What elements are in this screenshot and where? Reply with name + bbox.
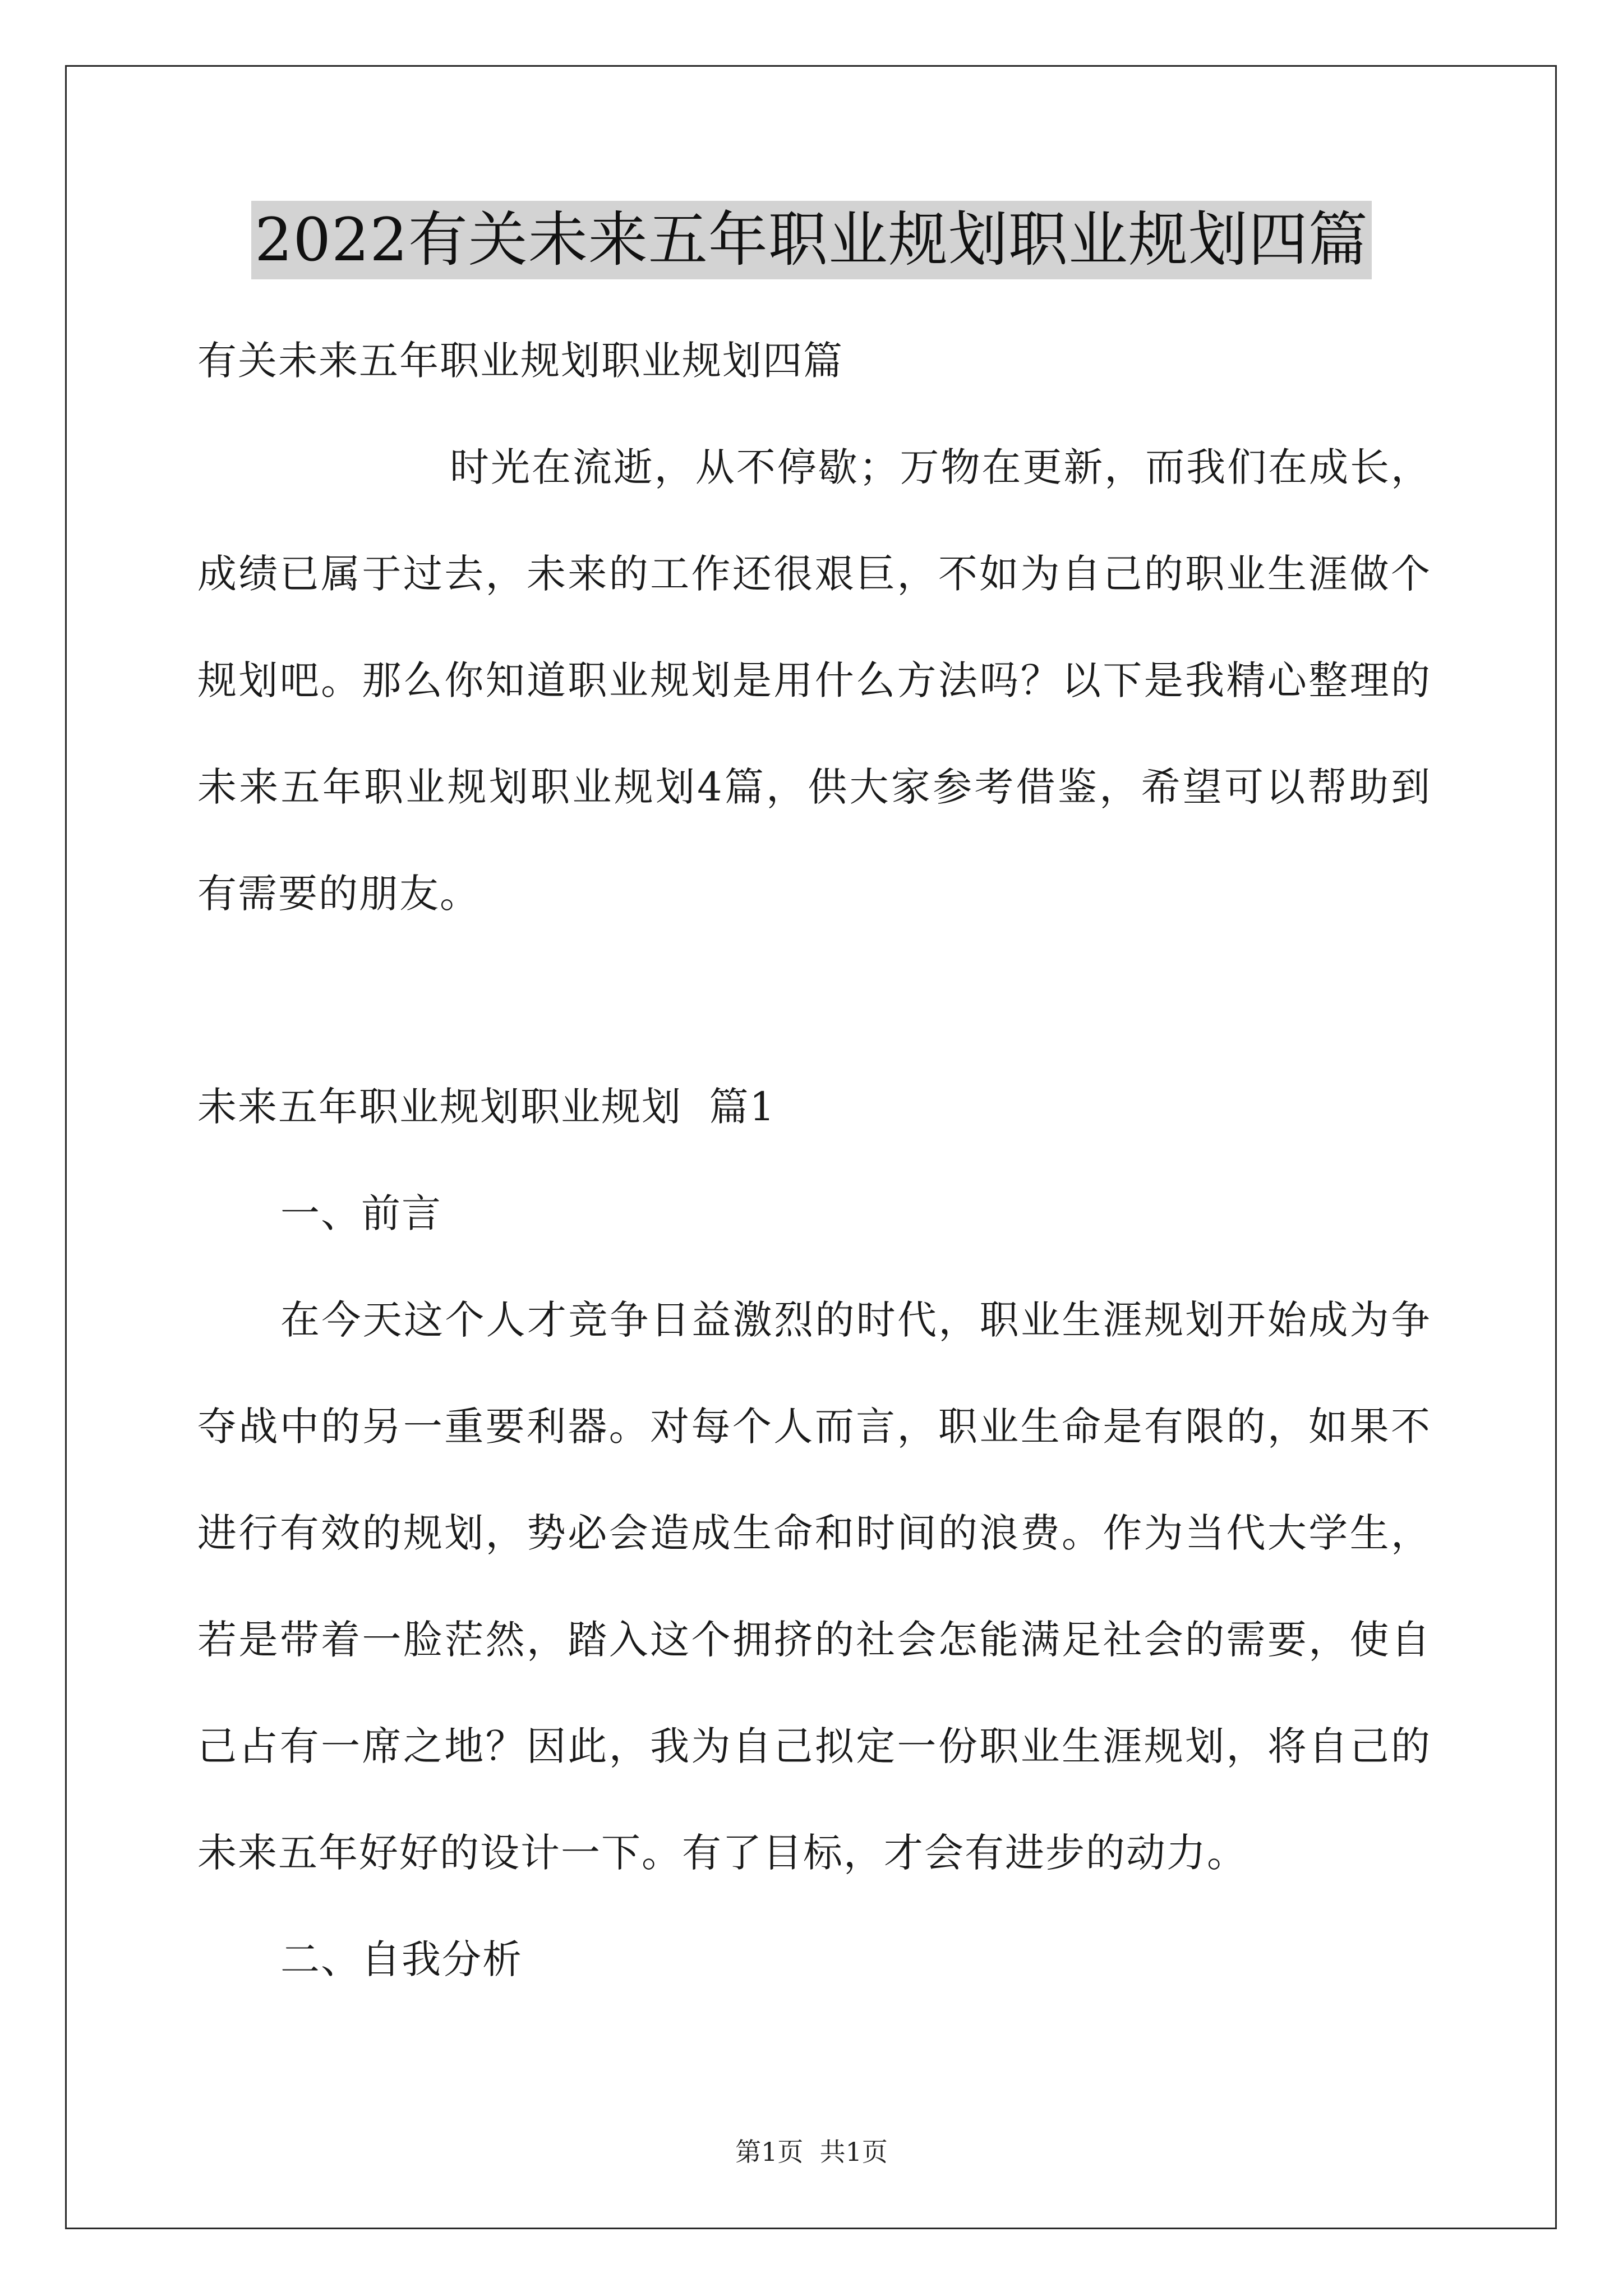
subtitle: 有关未来五年职业规划职业规划四篇	[197, 338, 843, 384]
section-heading: 二、自我分析	[280, 1936, 523, 1982]
document-body	[197, 307, 1431, 2013]
page-number-footer: 第1页 共1页	[735, 2137, 888, 2167]
intro-line: 时光在流逝，从不停歇；万物在更新，而我们在成长，	[450, 444, 1431, 490]
section-heading: 一、前言	[280, 1190, 442, 1236]
body-line: 进行有效的规划，势必会造成生命和时间的浪费。作为当代大学生，	[197, 1510, 1431, 1556]
body-line: 在今天这个人才竞争日益激烈的时代，职业生涯规划开始成为争	[280, 1297, 1431, 1343]
body-line: 若是带着一脸茫然，踏入这个拥挤的社会怎能满足社会的需要，使自	[197, 1617, 1431, 1663]
intro-line: 未来五年职业规划职业规划4篇，供大家参考借鉴，希望可以帮助到	[197, 764, 1431, 810]
intro-line: 成绩已属于过去，未来的工作还很艰巨，不如为自己的职业生涯做个	[197, 551, 1431, 597]
title-container	[0, 201, 1623, 279]
body-line: 己占有一席之地？因此，我为自己拟定一份职业生涯规划，将自己的	[197, 1723, 1431, 1769]
body-line: 未来五年好好的设计一下。有了目标，才会有进步的动力。	[197, 1830, 1247, 1876]
intro-line: 规划吧。那么你知道职业规划是用什么方法吗？以下是我精心整理的	[197, 657, 1431, 703]
spacer	[197, 947, 1431, 1053]
intro-line: 有需要的朋友。	[197, 871, 480, 917]
section-title: 未来五年职业规划职业规划 篇1	[197, 1084, 776, 1130]
document-title: 2022有关未来五年职业规划职业规划四篇	[251, 201, 1372, 279]
body-line: 夺战中的另一重要利器。对每个人而言，职业生命是有限的，如果不	[197, 1404, 1431, 1450]
